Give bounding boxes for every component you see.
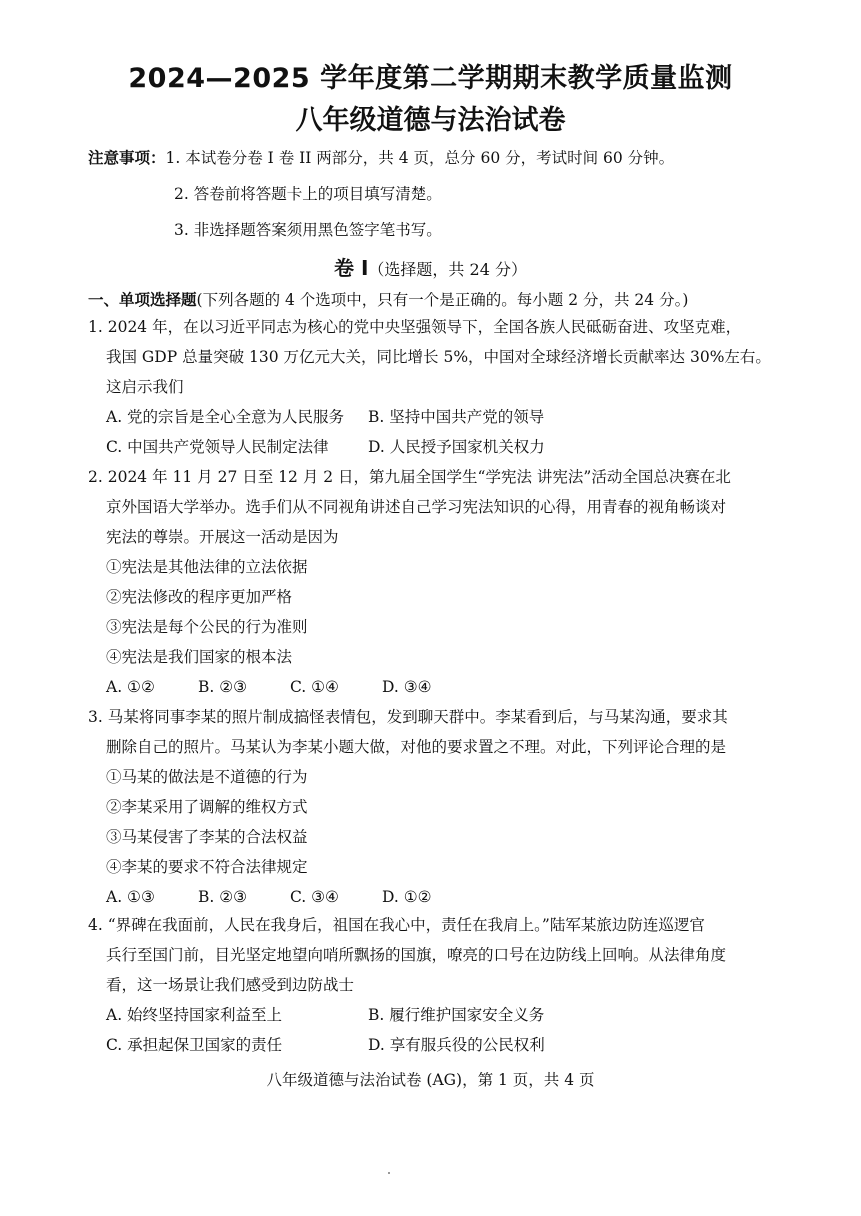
question-stem-line: 京外国语大学举办。选手们从不同视角讲述自己学习宪法知识的心得，用青春的视角畅谈对 bbox=[106, 498, 727, 516]
question-stem-line: 4. “界碑在我面前，人民在我身后，祖国在我心中，责任在我肩上。”陆军某旅边防连巡逻官 bbox=[88, 916, 705, 934]
question-stem-line: 1. 2024 年，在以习近平同志为核心的党中央坚强领导下，全国各族人民砥砺奋进、攻坚克难， bbox=[88, 318, 742, 336]
question-stem-line: 2. 2024 年 11 月 27 日至 12 月 2 日，第九届全国学生“学宪法 讲宪法”活动全国总决赛在北 bbox=[88, 468, 731, 486]
option-d: D. ①② bbox=[382, 888, 432, 906]
option-d: D. 享有服兵役的公民权利 bbox=[368, 1036, 545, 1054]
section-title-main: 卷 I bbox=[334, 256, 369, 280]
question-stem-line: 这启示我们 bbox=[106, 378, 184, 396]
option-b: B. ②③ bbox=[198, 678, 248, 696]
part-heading bbox=[88, 288, 688, 310]
option-a: A. 始终坚持国家利益至上 bbox=[106, 1006, 283, 1024]
question-1 bbox=[88, 312, 808, 462]
statement-4: ④宪法是我们国家的根本法 bbox=[106, 648, 293, 666]
section-title-sub: （选择题，共 24 分） bbox=[368, 260, 527, 279]
page-footer: 八年级道德与法治试卷 (AG)，第 1 页，共 4 页 bbox=[266, 1071, 595, 1089]
option-a: A. ①② bbox=[106, 678, 155, 696]
option-b: B. ②③ bbox=[198, 888, 248, 906]
statement-3: ③马某侵害了李某的合法权益 bbox=[106, 828, 308, 846]
question-stem-line: 删除自己的照片。马某认为李某小题大做，对他的要求置之不理。对此，下列评论合理的是 bbox=[106, 738, 727, 756]
part-desc: (下列各题的 4 个选项中，只有一个是正确的。每小题 2 分，共 24 分。) bbox=[196, 291, 689, 309]
question-stem-line: 3. 马某将同事李某的照片制成搞怪表情包，发到聊天群中。李某看到后，与马某沟通，要求其 bbox=[88, 708, 728, 726]
question-4 bbox=[88, 910, 808, 1060]
exam-title-line2: 八年级道德与法治试卷 bbox=[295, 105, 566, 136]
option-d: D. ③④ bbox=[382, 678, 432, 696]
option-c: C. 承担起保卫国家的责任 bbox=[106, 1036, 283, 1054]
section-title bbox=[0, 252, 861, 281]
option-b: B. 履行维护国家安全义务 bbox=[368, 1006, 545, 1024]
options-row bbox=[88, 672, 808, 702]
option-a: A. 党的宗旨是全心全意为人民服务 bbox=[106, 408, 345, 426]
option-c: C. ③④ bbox=[290, 888, 339, 906]
statement-1: ①宪法是其他法律的立法依据 bbox=[106, 558, 308, 576]
options-row bbox=[88, 882, 808, 912]
question-stem-line: 兵行至国门前，目光坚定地望向哨所飘扬的国旗，嘹亮的口号在边防线上回响。从法律角度 bbox=[106, 946, 727, 964]
note-item-1: 1. 本试卷分卷 I 卷 II 两部分，共 4 页，总分 60 分，考试时间 60 分钟。 bbox=[165, 149, 675, 167]
question-2 bbox=[88, 462, 808, 702]
statement-3: ③宪法是每个公民的行为准则 bbox=[106, 618, 308, 636]
note-item-2: 2. 答卷前将答题卡上的项目填写清楚。 bbox=[174, 185, 442, 203]
question-3 bbox=[88, 702, 808, 912]
option-d: D. 人民授予国家机关权力 bbox=[368, 438, 545, 456]
part-label: 一、单项选择题 bbox=[88, 291, 197, 309]
statement-4: ④李某的要求不符合法律规定 bbox=[106, 858, 308, 876]
option-b: B. 坚持中国共产党的领导 bbox=[368, 408, 545, 426]
statement-2: ②李某采用了调解的维权方式 bbox=[106, 798, 308, 816]
option-c: C. ①④ bbox=[290, 678, 339, 696]
note-item-3: 3. 非选择题答案须用黑色签字笔书写。 bbox=[174, 221, 442, 239]
statement-1: ①马某的做法是不道德的行为 bbox=[106, 768, 308, 786]
options-row bbox=[88, 402, 808, 432]
question-stem-line: 看，这一场景让我们感受到边防战士 bbox=[106, 976, 355, 994]
question-stem-line: 我国 GDP 总量突破 130 万亿元大关，同比增长 5%，中国对全球经济增长贡献率达 30%左右。 bbox=[106, 348, 771, 366]
options-row bbox=[88, 1000, 808, 1030]
notes-label: 注意事项： bbox=[88, 149, 166, 167]
statement-2: ②宪法修改的程序更加严格 bbox=[106, 588, 293, 606]
option-a: A. ①③ bbox=[106, 888, 155, 906]
scan-speck bbox=[388, 1172, 390, 1174]
exam-title-line1: 2024—2025 学年度第二学期期末教学质量监测 bbox=[128, 63, 733, 94]
options-row bbox=[88, 432, 808, 462]
options-row bbox=[88, 1030, 808, 1060]
question-stem-line: 宪法的尊崇。开展这一活动是因为 bbox=[106, 528, 339, 546]
option-c: C. 中国共产党领导人民制定法律 bbox=[106, 438, 329, 456]
